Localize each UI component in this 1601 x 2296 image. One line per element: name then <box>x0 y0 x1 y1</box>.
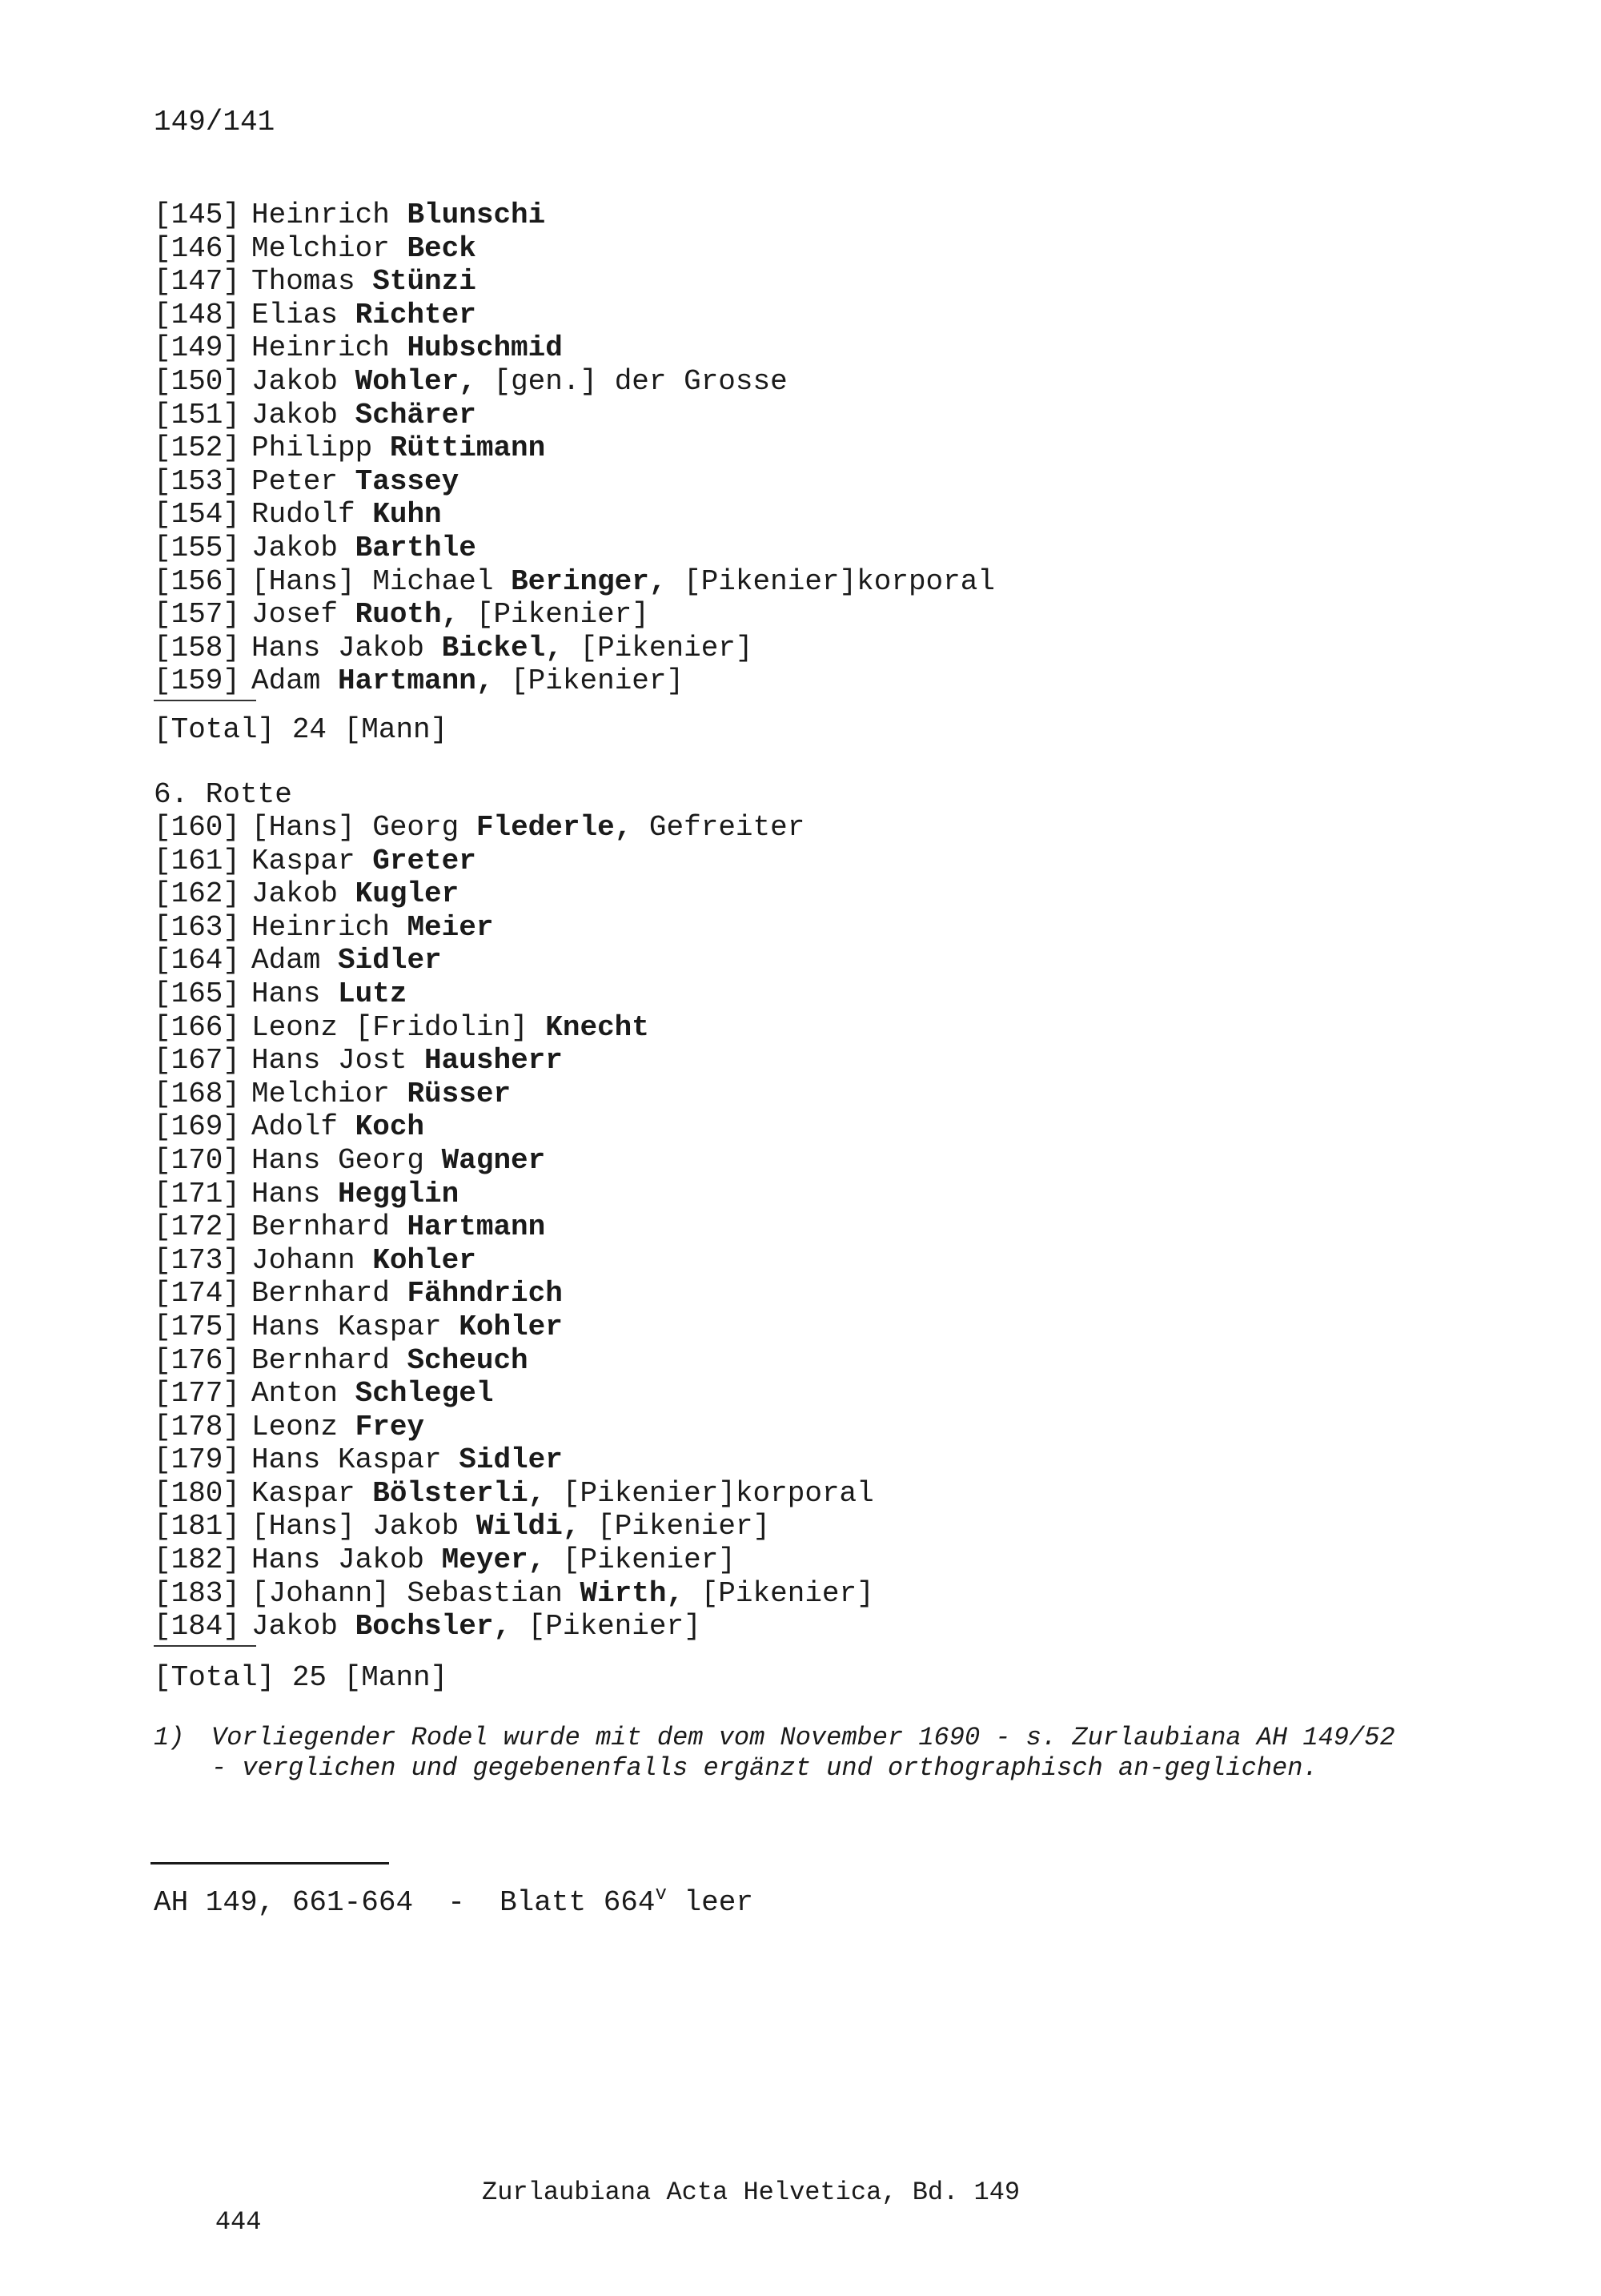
page-number: 444 <box>215 2207 262 2237</box>
entry-suffix: [Pikenier] <box>511 1610 701 1644</box>
roster-entry <box>154 1011 874 1045</box>
entry-number: [147] <box>154 265 241 299</box>
entry-surname: Flederle, <box>475 811 632 844</box>
section-heading-rotte: 6. Rotte <box>154 778 292 811</box>
page-footer <box>154 2178 1021 2296</box>
roster-entry <box>154 331 995 365</box>
roster-entry <box>154 811 874 845</box>
entry-given-name: Adam <box>251 664 339 698</box>
roster-entry <box>154 1510 874 1543</box>
entry-given-name: Hans Georg <box>251 1143 442 1177</box>
roster-entry <box>154 1078 874 1111</box>
source-tail: leer <box>666 1886 753 1919</box>
entry-given-name: Heinrich <box>251 910 407 944</box>
entry-suffix: [Pikenier] <box>459 598 649 632</box>
entry-surname: Rüsser <box>407 1077 512 1110</box>
entry-surname: Bölsterli, <box>372 1476 546 1510</box>
roster-entry <box>154 498 995 532</box>
entry-given-name: Bernhard <box>251 1210 407 1244</box>
roster-entry <box>154 432 995 465</box>
roster-entry <box>154 1477 874 1511</box>
publication-title: Zurlaubiana Acta Helvetica, Bd. 149 <box>482 2178 1021 2207</box>
roster-entry <box>154 1210 874 1244</box>
entry-surname: Knecht <box>545 1010 649 1044</box>
entry-number: [161] <box>154 844 241 877</box>
roster-entry <box>154 1443 874 1477</box>
entry-given-name: [Hans] Georg <box>251 811 476 844</box>
entry-suffix: [gen.] der Grosse <box>475 364 788 398</box>
roster-entry <box>154 1411 874 1444</box>
entry-given-name: Johann <box>251 1243 373 1277</box>
entry-surname: Blunschi <box>407 199 546 231</box>
entry-surname: Sidler <box>459 1443 563 1477</box>
entry-surname: Wohler, <box>355 364 476 398</box>
entry-number: [149] <box>154 331 241 365</box>
entry-given-name: Thomas <box>251 265 373 299</box>
roster-entry <box>154 598 995 632</box>
entry-number: [158] <box>154 631 241 664</box>
entry-number: [155] <box>154 531 241 564</box>
entry-given-name: Adam <box>251 944 339 977</box>
entry-number: [164] <box>154 944 241 977</box>
source-line <box>154 1884 753 1919</box>
entry-suffix: [Pikenier]korporal <box>666 564 995 598</box>
footnote <box>154 1723 1402 1784</box>
entry-given-name: Leonz <box>251 1410 355 1443</box>
entry-given-name: [Johann] Sebastian <box>251 1576 580 1610</box>
entry-number: [152] <box>154 432 241 465</box>
entry-number: [178] <box>154 1410 241 1443</box>
roster-entry <box>154 1311 874 1344</box>
roster-entry <box>154 265 995 299</box>
entry-given-name: Rudolf <box>251 498 373 532</box>
roster-entry <box>154 632 995 665</box>
entry-suffix: [Pikenier] <box>580 1510 771 1543</box>
roster-entry <box>154 664 995 698</box>
entry-surname: Scheuch <box>407 1343 528 1377</box>
entry-suffix: [Pikenier]korporal <box>545 1476 874 1510</box>
entry-number: [163] <box>154 910 241 944</box>
roster-entry <box>154 1144 874 1178</box>
entry-given-name: Elias <box>251 298 355 331</box>
footnote-rule <box>150 1862 389 1864</box>
entry-number: [182] <box>154 1543 241 1577</box>
entry-number: [181] <box>154 1510 241 1543</box>
entry-number: [183] <box>154 1576 241 1610</box>
entry-surname: Hegglin <box>338 1177 459 1210</box>
entry-surname: Beck <box>407 231 476 265</box>
roster-group-1 <box>154 199 995 698</box>
entry-given-name: Heinrich <box>251 199 407 231</box>
entry-surname: Frey <box>355 1410 425 1443</box>
roster-group-2 <box>154 811 874 1644</box>
roster-entry <box>154 1244 874 1278</box>
entry-given-name: Melchior <box>251 1077 407 1110</box>
entry-given-name: Kaspar <box>251 844 373 877</box>
entry-surname: Kohler <box>372 1243 476 1277</box>
roster-entry <box>154 1178 874 1211</box>
roster-entry <box>154 365 995 399</box>
entry-surname: Kohler <box>459 1310 563 1343</box>
roster-entry <box>154 199 995 232</box>
entry-surname: Sidler <box>338 944 442 977</box>
entry-number: [170] <box>154 1143 241 1177</box>
roster-entry <box>154 877 874 911</box>
entry-surname: Kugler <box>355 877 459 911</box>
roster-entry <box>154 1344 874 1378</box>
entry-surname: Fähndrich <box>407 1277 563 1311</box>
entry-surname: Wildi, <box>475 1510 580 1543</box>
roster-entry <box>154 1577 874 1611</box>
entry-surname: Rüttimann <box>389 432 546 465</box>
entry-surname: Hausherr <box>424 1044 563 1078</box>
entry-number: [151] <box>154 398 241 432</box>
entry-number: [150] <box>154 364 241 398</box>
entry-given-name: [Hans] Jakob <box>251 1510 476 1543</box>
roster-entry <box>154 565 995 599</box>
entry-number: [145] <box>154 199 241 231</box>
entry-number: [174] <box>154 1277 241 1311</box>
entry-suffix: [Pikenier] <box>493 664 684 698</box>
entry-number: [171] <box>154 1177 241 1210</box>
entry-number: [154] <box>154 498 241 532</box>
entry-given-name: Hans Jakob <box>251 631 442 664</box>
entry-number: [172] <box>154 1210 241 1244</box>
roster-entry <box>154 1610 874 1644</box>
entry-number: [180] <box>154 1476 241 1510</box>
entry-given-name: Hans Kaspar <box>251 1443 459 1477</box>
entry-suffix: Gefreiter <box>632 811 805 844</box>
entry-number: [175] <box>154 1310 241 1343</box>
entry-number: [167] <box>154 1044 241 1078</box>
entry-surname: Koch <box>355 1110 425 1144</box>
entry-given-name: Adolf <box>251 1110 355 1144</box>
entry-surname: Hartmann <box>407 1210 546 1244</box>
entry-surname: Meyer, <box>441 1543 546 1577</box>
entry-number: [157] <box>154 598 241 632</box>
entry-surname: Richter <box>355 298 476 331</box>
roster-entry <box>154 977 874 1011</box>
entry-number: [156] <box>154 564 241 598</box>
entry-given-name: Leonz [Fridolin] <box>251 1010 546 1044</box>
entry-given-name: Hans <box>251 1177 339 1210</box>
roster-entry <box>154 1044 874 1078</box>
entry-given-name: Hans Kaspar <box>251 1310 459 1343</box>
entry-given-name: Hans <box>251 977 339 1010</box>
roster-entry <box>154 1543 874 1577</box>
roster-entry <box>154 1277 874 1311</box>
entry-number: [177] <box>154 1377 241 1411</box>
entry-given-name: Jakob <box>251 364 355 398</box>
entry-surname: Wirth, <box>580 1576 684 1610</box>
entry-number: [159] <box>154 664 251 698</box>
entry-surname: Bickel, <box>441 631 563 664</box>
entry-number: [166] <box>154 1010 241 1044</box>
roster-entry <box>154 532 995 565</box>
entry-surname: Hartmann, <box>338 664 494 698</box>
entry-given-name: Jakob <box>251 531 355 564</box>
roster-entry <box>154 1110 874 1144</box>
roster-entry <box>154 944 874 977</box>
entry-given-name: [Hans] Michael <box>251 564 512 598</box>
roster-entry <box>154 845 874 878</box>
roster-entry <box>154 399 995 432</box>
entry-number: [146] <box>154 231 241 265</box>
entry-surname: Wagner <box>441 1143 546 1177</box>
entry-given-name: Melchior <box>251 231 407 265</box>
entry-given-name: Jakob <box>251 1610 355 1644</box>
entry-given-name: Heinrich <box>251 331 407 365</box>
entry-number: [162] <box>154 877 241 911</box>
entry-number: [153] <box>154 464 241 498</box>
entry-surname: Hubschmid <box>407 331 563 365</box>
entry-number: [179] <box>154 1443 241 1477</box>
entry-surname: Schlegel <box>355 1377 494 1411</box>
entry-given-name: Hans Jost <box>251 1044 425 1078</box>
entry-given-name: Kaspar <box>251 1476 373 1510</box>
roster-entry <box>154 299 995 332</box>
entry-surname: Stünzi <box>372 265 476 299</box>
entry-given-name: Peter <box>251 464 355 498</box>
source-text: AH 149, 661-664 - Blatt 664 <box>154 1886 656 1919</box>
entry-surname: Greter <box>372 844 476 877</box>
entry-given-name: Josef <box>251 598 355 632</box>
entry-given-name: Philipp <box>251 432 390 465</box>
entry-suffix: [Pikenier] <box>545 1543 736 1577</box>
entry-given-name: Hans Jakob <box>251 1543 442 1577</box>
entry-surname: Bochsler, <box>355 1610 512 1644</box>
entry-surname: Meier <box>407 910 494 944</box>
entry-number: [168] <box>154 1077 241 1110</box>
entry-number: [148] <box>154 298 241 331</box>
entry-number: [184] <box>154 1610 251 1644</box>
entry-suffix: [Pikenier] <box>562 631 753 664</box>
total-group-1: [Total] 24 [Mann] <box>154 713 448 746</box>
page-header: 149/141 <box>154 106 275 138</box>
entry-given-name: Bernhard <box>251 1343 407 1377</box>
entry-suffix: [Pikenier] <box>684 1576 874 1610</box>
roster-entry <box>154 1377 874 1411</box>
entry-surname: Schärer <box>355 398 476 432</box>
entry-given-name: Jakob <box>251 877 355 911</box>
entry-number: [173] <box>154 1243 241 1277</box>
footnote-text: Vorliegender Rodel wurde mit dem vom November 1690 - s. Zurlaubiana AH 149/52 - verglichen und gegebenenfalls ergänzt und orthographisch an-geglichen. <box>211 1723 1395 1783</box>
source-superscript: v <box>655 1884 667 1905</box>
entry-surname: Tassey <box>355 464 459 498</box>
entry-given-name: Bernhard <box>251 1277 407 1311</box>
total-group-2: [Total] 25 [Mann] <box>154 1661 448 1694</box>
entry-number: [169] <box>154 1110 241 1144</box>
entry-surname: Barthle <box>355 531 476 564</box>
entry-surname: Beringer, <box>511 564 667 598</box>
entry-given-name: Anton <box>251 1377 355 1411</box>
entry-number: [176] <box>154 1343 241 1377</box>
footnote-marker: 1) <box>154 1723 185 1752</box>
entry-surname: Lutz <box>338 977 407 1010</box>
roster-entry <box>154 465 995 499</box>
roster-entry <box>154 911 874 945</box>
roster-entry <box>154 232 995 266</box>
entry-number: [160] <box>154 811 241 844</box>
entry-given-name: Jakob <box>251 398 355 432</box>
entry-surname: Kuhn <box>372 498 442 532</box>
entry-number: [165] <box>154 977 241 1010</box>
entry-surname: Ruoth, <box>355 598 459 632</box>
